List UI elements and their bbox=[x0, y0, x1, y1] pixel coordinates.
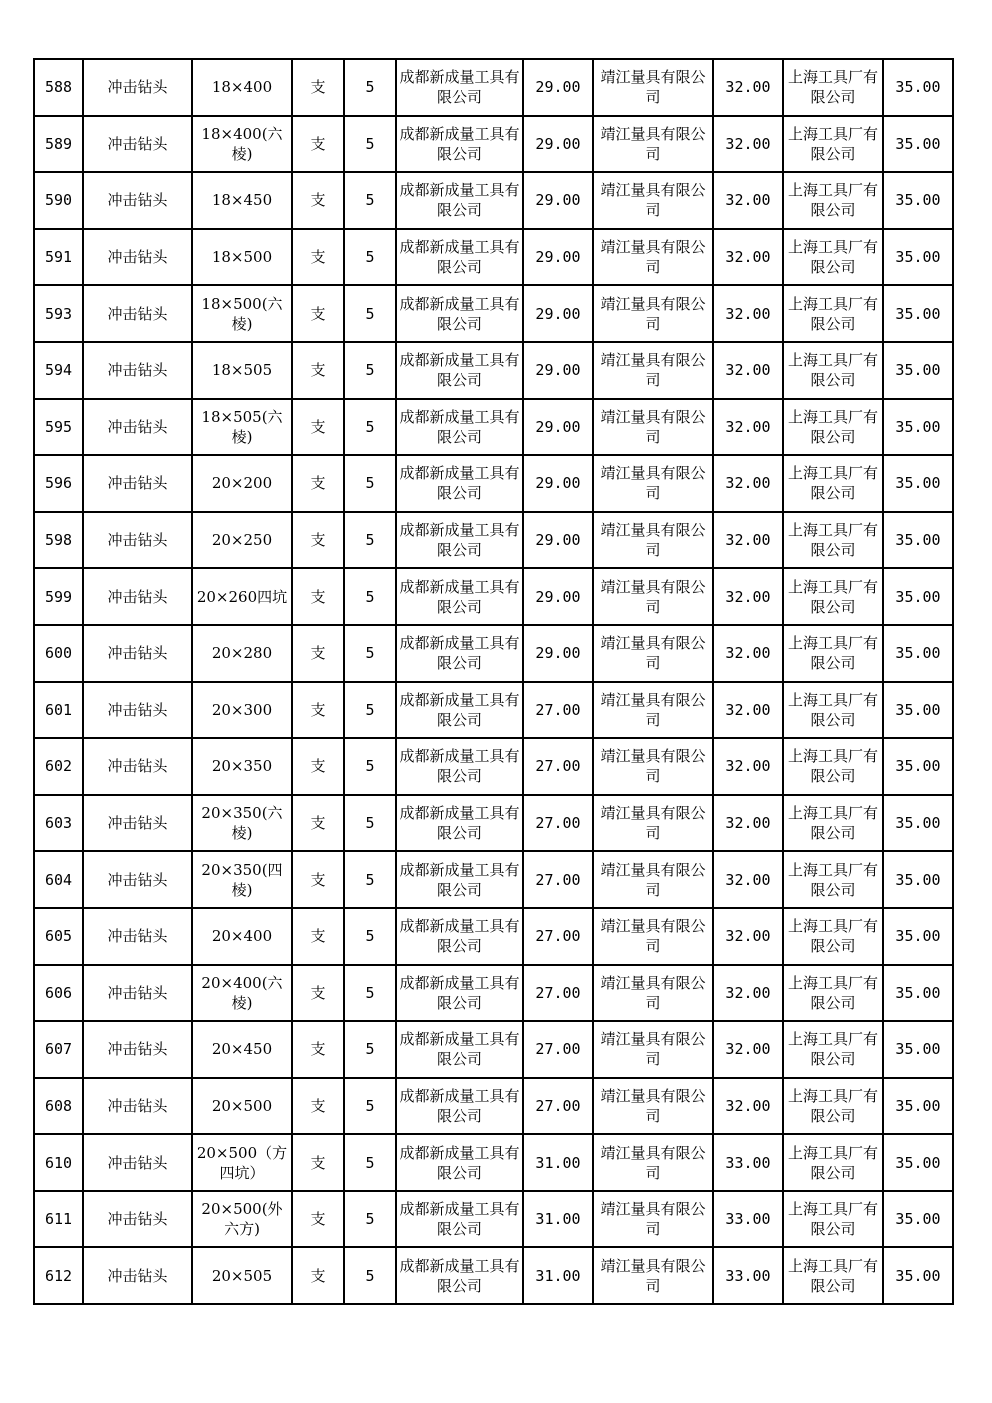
supplier-3-price-cell: 35.00 bbox=[883, 1078, 953, 1135]
product-name-cell: 冲击钻头 bbox=[83, 1134, 192, 1191]
supplier-3-cell: 上海工具厂有限公司 bbox=[783, 738, 883, 795]
item-number-cell: 594 bbox=[34, 342, 83, 399]
supplier-3-price-cell: 35.00 bbox=[883, 1021, 953, 1078]
supplier-2-price-cell: 33.00 bbox=[713, 1134, 783, 1191]
supplier-1-cell: 成都新成量工具有限公司 bbox=[396, 1134, 523, 1191]
supplier-1-price-cell: 27.00 bbox=[523, 682, 593, 739]
supplier-1-price-cell: 29.00 bbox=[523, 59, 593, 116]
supplier-2-price-cell: 32.00 bbox=[713, 965, 783, 1022]
supplier-1-price-cell: 29.00 bbox=[523, 229, 593, 286]
unit-cell: 支 bbox=[292, 229, 344, 286]
product-name-cell: 冲击钻头 bbox=[83, 399, 192, 456]
supplier-3-cell: 上海工具厂有限公司 bbox=[783, 455, 883, 512]
supplier-1-cell: 成都新成量工具有限公司 bbox=[396, 59, 523, 116]
item-number-cell: 608 bbox=[34, 1078, 83, 1135]
supplier-3-cell: 上海工具厂有限公司 bbox=[783, 1247, 883, 1304]
specification-cell: 18×500(六棱) bbox=[192, 285, 292, 342]
item-number-cell: 601 bbox=[34, 682, 83, 739]
product-name-cell: 冲击钻头 bbox=[83, 682, 192, 739]
supplier-3-cell: 上海工具厂有限公司 bbox=[783, 285, 883, 342]
quantity-cell: 5 bbox=[344, 1191, 396, 1248]
table-row bbox=[34, 1134, 953, 1191]
specification-cell: 20×350(四棱) bbox=[192, 851, 292, 908]
unit-cell: 支 bbox=[292, 455, 344, 512]
product-name-cell: 冲击钻头 bbox=[83, 285, 192, 342]
supplier-2-cell: 靖江量具有限公司 bbox=[593, 568, 713, 625]
supplier-1-cell: 成都新成量工具有限公司 bbox=[396, 908, 523, 965]
supplier-1-cell: 成都新成量工具有限公司 bbox=[396, 172, 523, 229]
item-number-cell: 599 bbox=[34, 568, 83, 625]
item-number-cell: 603 bbox=[34, 795, 83, 852]
supplier-3-price-cell: 35.00 bbox=[883, 172, 953, 229]
product-name-cell: 冲击钻头 bbox=[83, 851, 192, 908]
supplier-2-price-cell: 32.00 bbox=[713, 512, 783, 569]
table-row bbox=[34, 1021, 953, 1078]
supplier-3-price-cell: 35.00 bbox=[883, 682, 953, 739]
unit-cell: 支 bbox=[292, 116, 344, 173]
supplier-3-cell: 上海工具厂有限公司 bbox=[783, 1134, 883, 1191]
supplier-3-cell: 上海工具厂有限公司 bbox=[783, 568, 883, 625]
quantity-cell: 5 bbox=[344, 965, 396, 1022]
supplier-1-price-cell: 27.00 bbox=[523, 738, 593, 795]
supplier-1-price-cell: 29.00 bbox=[523, 172, 593, 229]
item-number-cell: 605 bbox=[34, 908, 83, 965]
supplier-2-price-cell: 32.00 bbox=[713, 625, 783, 682]
product-name-cell: 冲击钻头 bbox=[83, 1191, 192, 1248]
product-name-cell: 冲击钻头 bbox=[83, 1078, 192, 1135]
supplier-3-cell: 上海工具厂有限公司 bbox=[783, 625, 883, 682]
supplier-1-price-cell: 27.00 bbox=[523, 851, 593, 908]
quantity-cell: 5 bbox=[344, 1247, 396, 1304]
supplier-3-price-cell: 35.00 bbox=[883, 455, 953, 512]
supplier-2-price-cell: 32.00 bbox=[713, 116, 783, 173]
specification-cell: 20×250 bbox=[192, 512, 292, 569]
supplier-3-cell: 上海工具厂有限公司 bbox=[783, 399, 883, 456]
supplier-2-cell: 靖江量具有限公司 bbox=[593, 965, 713, 1022]
specification-cell: 20×450 bbox=[192, 1021, 292, 1078]
supplier-3-price-cell: 35.00 bbox=[883, 908, 953, 965]
unit-cell: 支 bbox=[292, 1078, 344, 1135]
supplier-3-cell: 上海工具厂有限公司 bbox=[783, 116, 883, 173]
supplier-3-cell: 上海工具厂有限公司 bbox=[783, 795, 883, 852]
unit-cell: 支 bbox=[292, 1191, 344, 1248]
specification-cell: 18×450 bbox=[192, 172, 292, 229]
item-number-cell: 607 bbox=[34, 1021, 83, 1078]
specification-cell: 20×260四坑 bbox=[192, 568, 292, 625]
specification-cell: 20×200 bbox=[192, 455, 292, 512]
supplier-2-price-cell: 32.00 bbox=[713, 851, 783, 908]
supplier-2-cell: 靖江量具有限公司 bbox=[593, 399, 713, 456]
supplier-3-cell: 上海工具厂有限公司 bbox=[783, 682, 883, 739]
item-number-cell: 595 bbox=[34, 399, 83, 456]
supplier-1-price-cell: 27.00 bbox=[523, 1078, 593, 1135]
product-name-cell: 冲击钻头 bbox=[83, 625, 192, 682]
specification-cell: 20×500 bbox=[192, 1078, 292, 1135]
item-number-cell: 600 bbox=[34, 625, 83, 682]
supplier-2-price-cell: 32.00 bbox=[713, 1078, 783, 1135]
supplier-1-cell: 成都新成量工具有限公司 bbox=[396, 229, 523, 286]
supplier-1-price-cell: 29.00 bbox=[523, 285, 593, 342]
unit-cell: 支 bbox=[292, 1247, 344, 1304]
supplier-2-cell: 靖江量具有限公司 bbox=[593, 1191, 713, 1248]
supplier-2-cell: 靖江量具有限公司 bbox=[593, 1247, 713, 1304]
supplier-2-cell: 靖江量具有限公司 bbox=[593, 116, 713, 173]
supplier-3-cell: 上海工具厂有限公司 bbox=[783, 1078, 883, 1135]
supplier-2-price-cell: 32.00 bbox=[713, 682, 783, 739]
supplier-2-cell: 靖江量具有限公司 bbox=[593, 1021, 713, 1078]
table-row bbox=[34, 342, 953, 399]
unit-cell: 支 bbox=[292, 965, 344, 1022]
supplier-2-price-cell: 32.00 bbox=[713, 342, 783, 399]
product-name-cell: 冲击钻头 bbox=[83, 965, 192, 1022]
specification-cell: 20×300 bbox=[192, 682, 292, 739]
supplier-1-cell: 成都新成量工具有限公司 bbox=[396, 625, 523, 682]
supplier-2-price-cell: 32.00 bbox=[713, 1021, 783, 1078]
supplier-3-price-cell: 35.00 bbox=[883, 965, 953, 1022]
unit-cell: 支 bbox=[292, 568, 344, 625]
quantity-cell: 5 bbox=[344, 285, 396, 342]
table-row bbox=[34, 285, 953, 342]
supplier-3-cell: 上海工具厂有限公司 bbox=[783, 172, 883, 229]
quantity-cell: 5 bbox=[344, 568, 396, 625]
supplier-1-price-cell: 31.00 bbox=[523, 1247, 593, 1304]
supplier-1-cell: 成都新成量工具有限公司 bbox=[396, 738, 523, 795]
supplier-2-price-cell: 32.00 bbox=[713, 795, 783, 852]
supplier-3-price-cell: 35.00 bbox=[883, 116, 953, 173]
supplier-3-cell: 上海工具厂有限公司 bbox=[783, 1021, 883, 1078]
supplier-2-price-cell: 32.00 bbox=[713, 285, 783, 342]
product-name-cell: 冲击钻头 bbox=[83, 116, 192, 173]
supplier-1-price-cell: 31.00 bbox=[523, 1191, 593, 1248]
supplier-3-price-cell: 35.00 bbox=[883, 399, 953, 456]
quantity-cell: 5 bbox=[344, 399, 396, 456]
table-row bbox=[34, 512, 953, 569]
specification-cell: 20×350(六棱) bbox=[192, 795, 292, 852]
unit-cell: 支 bbox=[292, 285, 344, 342]
quantity-cell: 5 bbox=[344, 172, 396, 229]
supplier-1-price-cell: 29.00 bbox=[523, 512, 593, 569]
supplier-1-price-cell: 29.00 bbox=[523, 455, 593, 512]
item-number-cell: 593 bbox=[34, 285, 83, 342]
item-number-cell: 612 bbox=[34, 1247, 83, 1304]
item-number-cell: 611 bbox=[34, 1191, 83, 1248]
item-number-cell: 602 bbox=[34, 738, 83, 795]
specification-cell: 20×500（方四坑） bbox=[192, 1134, 292, 1191]
supplier-3-price-cell: 35.00 bbox=[883, 59, 953, 116]
table-row bbox=[34, 738, 953, 795]
unit-cell: 支 bbox=[292, 795, 344, 852]
supplier-3-price-cell: 35.00 bbox=[883, 342, 953, 399]
unit-cell: 支 bbox=[292, 908, 344, 965]
item-number-cell: 589 bbox=[34, 116, 83, 173]
supplier-2-price-cell: 33.00 bbox=[713, 1191, 783, 1248]
item-number-cell: 606 bbox=[34, 965, 83, 1022]
supplier-1-price-cell: 29.00 bbox=[523, 342, 593, 399]
supplier-3-price-cell: 35.00 bbox=[883, 795, 953, 852]
quantity-cell: 5 bbox=[344, 738, 396, 795]
specification-cell: 20×280 bbox=[192, 625, 292, 682]
supplier-3-cell: 上海工具厂有限公司 bbox=[783, 229, 883, 286]
table-row bbox=[34, 1191, 953, 1248]
product-name-cell: 冲击钻头 bbox=[83, 1247, 192, 1304]
supplier-2-cell: 靖江量具有限公司 bbox=[593, 285, 713, 342]
table-row bbox=[34, 625, 953, 682]
supplier-1-cell: 成都新成量工具有限公司 bbox=[396, 568, 523, 625]
supplier-3-price-cell: 35.00 bbox=[883, 568, 953, 625]
specification-cell: 18×400 bbox=[192, 59, 292, 116]
product-name-cell: 冲击钻头 bbox=[83, 512, 192, 569]
unit-cell: 支 bbox=[292, 625, 344, 682]
table-row bbox=[34, 1247, 953, 1304]
product-name-cell: 冲击钻头 bbox=[83, 738, 192, 795]
supplier-1-cell: 成都新成量工具有限公司 bbox=[396, 116, 523, 173]
supplier-1-price-cell: 27.00 bbox=[523, 1021, 593, 1078]
table-row bbox=[34, 795, 953, 852]
specification-cell: 18×505(六棱) bbox=[192, 399, 292, 456]
price-comparison-table bbox=[33, 58, 954, 1305]
quantity-cell: 5 bbox=[344, 1021, 396, 1078]
table-row bbox=[34, 1078, 953, 1135]
item-number-cell: 591 bbox=[34, 229, 83, 286]
supplier-1-cell: 成都新成量工具有限公司 bbox=[396, 795, 523, 852]
supplier-3-price-cell: 35.00 bbox=[883, 1191, 953, 1248]
supplier-2-cell: 靖江量具有限公司 bbox=[593, 1134, 713, 1191]
table-row bbox=[34, 908, 953, 965]
item-number-cell: 610 bbox=[34, 1134, 83, 1191]
quantity-cell: 5 bbox=[344, 59, 396, 116]
unit-cell: 支 bbox=[292, 59, 344, 116]
supplier-3-price-cell: 35.00 bbox=[883, 229, 953, 286]
unit-cell: 支 bbox=[292, 342, 344, 399]
quantity-cell: 5 bbox=[344, 512, 396, 569]
supplier-1-cell: 成都新成量工具有限公司 bbox=[396, 455, 523, 512]
item-number-cell: 596 bbox=[34, 455, 83, 512]
quantity-cell: 5 bbox=[344, 625, 396, 682]
supplier-3-price-cell: 35.00 bbox=[883, 1247, 953, 1304]
supplier-2-cell: 靖江量具有限公司 bbox=[593, 512, 713, 569]
supplier-1-cell: 成都新成量工具有限公司 bbox=[396, 512, 523, 569]
supplier-3-price-cell: 35.00 bbox=[883, 1134, 953, 1191]
supplier-3-cell: 上海工具厂有限公司 bbox=[783, 965, 883, 1022]
product-name-cell: 冲击钻头 bbox=[83, 908, 192, 965]
supplier-1-cell: 成都新成量工具有限公司 bbox=[396, 285, 523, 342]
supplier-3-cell: 上海工具厂有限公司 bbox=[783, 342, 883, 399]
supplier-3-cell: 上海工具厂有限公司 bbox=[783, 59, 883, 116]
supplier-1-cell: 成都新成量工具有限公司 bbox=[396, 851, 523, 908]
table-row bbox=[34, 116, 953, 173]
specification-cell: 20×500(外六方) bbox=[192, 1191, 292, 1248]
supplier-1-cell: 成都新成量工具有限公司 bbox=[396, 399, 523, 456]
unit-cell: 支 bbox=[292, 512, 344, 569]
item-number-cell: 590 bbox=[34, 172, 83, 229]
supplier-3-price-cell: 35.00 bbox=[883, 512, 953, 569]
supplier-2-price-cell: 32.00 bbox=[713, 738, 783, 795]
quantity-cell: 5 bbox=[344, 455, 396, 512]
table-body bbox=[34, 59, 953, 1304]
table-row bbox=[34, 229, 953, 286]
unit-cell: 支 bbox=[292, 1021, 344, 1078]
supplier-2-cell: 靖江量具有限公司 bbox=[593, 229, 713, 286]
specification-cell: 18×500 bbox=[192, 229, 292, 286]
supplier-3-price-cell: 35.00 bbox=[883, 738, 953, 795]
supplier-1-cell: 成都新成量工具有限公司 bbox=[396, 682, 523, 739]
unit-cell: 支 bbox=[292, 682, 344, 739]
supplier-2-price-cell: 33.00 bbox=[713, 1247, 783, 1304]
supplier-3-cell: 上海工具厂有限公司 bbox=[783, 1191, 883, 1248]
quantity-cell: 5 bbox=[344, 795, 396, 852]
table-row bbox=[34, 965, 953, 1022]
product-name-cell: 冲击钻头 bbox=[83, 59, 192, 116]
supplier-2-cell: 靖江量具有限公司 bbox=[593, 795, 713, 852]
supplier-2-price-cell: 32.00 bbox=[713, 455, 783, 512]
item-number-cell: 588 bbox=[34, 59, 83, 116]
quantity-cell: 5 bbox=[344, 229, 396, 286]
supplier-1-cell: 成都新成量工具有限公司 bbox=[396, 1247, 523, 1304]
supplier-1-price-cell: 29.00 bbox=[523, 399, 593, 456]
product-name-cell: 冲击钻头 bbox=[83, 455, 192, 512]
supplier-2-cell: 靖江量具有限公司 bbox=[593, 1078, 713, 1135]
unit-cell: 支 bbox=[292, 172, 344, 229]
product-name-cell: 冲击钻头 bbox=[83, 229, 192, 286]
supplier-1-price-cell: 29.00 bbox=[523, 116, 593, 173]
specification-cell: 18×505 bbox=[192, 342, 292, 399]
supplier-3-price-cell: 35.00 bbox=[883, 285, 953, 342]
table-row bbox=[34, 59, 953, 116]
supplier-1-cell: 成都新成量工具有限公司 bbox=[396, 1078, 523, 1135]
supplier-1-price-cell: 29.00 bbox=[523, 568, 593, 625]
table-row bbox=[34, 455, 953, 512]
supplier-2-cell: 靖江量具有限公司 bbox=[593, 738, 713, 795]
quantity-cell: 5 bbox=[344, 116, 396, 173]
quantity-cell: 5 bbox=[344, 851, 396, 908]
supplier-2-cell: 靖江量具有限公司 bbox=[593, 172, 713, 229]
item-number-cell: 604 bbox=[34, 851, 83, 908]
unit-cell: 支 bbox=[292, 399, 344, 456]
product-name-cell: 冲击钻头 bbox=[83, 342, 192, 399]
supplier-2-cell: 靖江量具有限公司 bbox=[593, 455, 713, 512]
supplier-2-price-cell: 32.00 bbox=[713, 568, 783, 625]
table-row bbox=[34, 568, 953, 625]
supplier-1-cell: 成都新成量工具有限公司 bbox=[396, 342, 523, 399]
supplier-1-price-cell: 31.00 bbox=[523, 1134, 593, 1191]
supplier-2-cell: 靖江量具有限公司 bbox=[593, 851, 713, 908]
supplier-2-price-cell: 32.00 bbox=[713, 908, 783, 965]
supplier-2-price-cell: 32.00 bbox=[713, 172, 783, 229]
product-name-cell: 冲击钻头 bbox=[83, 1021, 192, 1078]
supplier-3-price-cell: 35.00 bbox=[883, 851, 953, 908]
supplier-2-price-cell: 32.00 bbox=[713, 59, 783, 116]
quantity-cell: 5 bbox=[344, 1134, 396, 1191]
supplier-2-cell: 靖江量具有限公司 bbox=[593, 682, 713, 739]
table-row bbox=[34, 399, 953, 456]
supplier-3-cell: 上海工具厂有限公司 bbox=[783, 908, 883, 965]
supplier-2-cell: 靖江量具有限公司 bbox=[593, 342, 713, 399]
product-name-cell: 冲击钻头 bbox=[83, 172, 192, 229]
supplier-2-price-cell: 32.00 bbox=[713, 229, 783, 286]
supplier-1-price-cell: 27.00 bbox=[523, 795, 593, 852]
supplier-1-price-cell: 27.00 bbox=[523, 908, 593, 965]
supplier-3-cell: 上海工具厂有限公司 bbox=[783, 512, 883, 569]
supplier-3-price-cell: 35.00 bbox=[883, 625, 953, 682]
supplier-1-price-cell: 29.00 bbox=[523, 625, 593, 682]
table-row bbox=[34, 851, 953, 908]
specification-cell: 20×350 bbox=[192, 738, 292, 795]
quantity-cell: 5 bbox=[344, 682, 396, 739]
table-row bbox=[34, 172, 953, 229]
supplier-2-price-cell: 32.00 bbox=[713, 399, 783, 456]
supplier-2-cell: 靖江量具有限公司 bbox=[593, 625, 713, 682]
specification-cell: 20×400 bbox=[192, 908, 292, 965]
item-number-cell: 598 bbox=[34, 512, 83, 569]
quantity-cell: 5 bbox=[344, 908, 396, 965]
table-row bbox=[34, 682, 953, 739]
supplier-1-cell: 成都新成量工具有限公司 bbox=[396, 1191, 523, 1248]
specification-cell: 18×400(六棱) bbox=[192, 116, 292, 173]
specification-cell: 20×505 bbox=[192, 1247, 292, 1304]
unit-cell: 支 bbox=[292, 1134, 344, 1191]
product-name-cell: 冲击钻头 bbox=[83, 568, 192, 625]
supplier-3-cell: 上海工具厂有限公司 bbox=[783, 851, 883, 908]
unit-cell: 支 bbox=[292, 738, 344, 795]
unit-cell: 支 bbox=[292, 851, 344, 908]
product-name-cell: 冲击钻头 bbox=[83, 795, 192, 852]
supplier-1-cell: 成都新成量工具有限公司 bbox=[396, 1021, 523, 1078]
specification-cell: 20×400(六棱) bbox=[192, 965, 292, 1022]
quantity-cell: 5 bbox=[344, 342, 396, 399]
quantity-cell: 5 bbox=[344, 1078, 396, 1135]
supplier-2-cell: 靖江量具有限公司 bbox=[593, 59, 713, 116]
supplier-1-price-cell: 27.00 bbox=[523, 965, 593, 1022]
supplier-2-cell: 靖江量具有限公司 bbox=[593, 908, 713, 965]
supplier-1-cell: 成都新成量工具有限公司 bbox=[396, 965, 523, 1022]
